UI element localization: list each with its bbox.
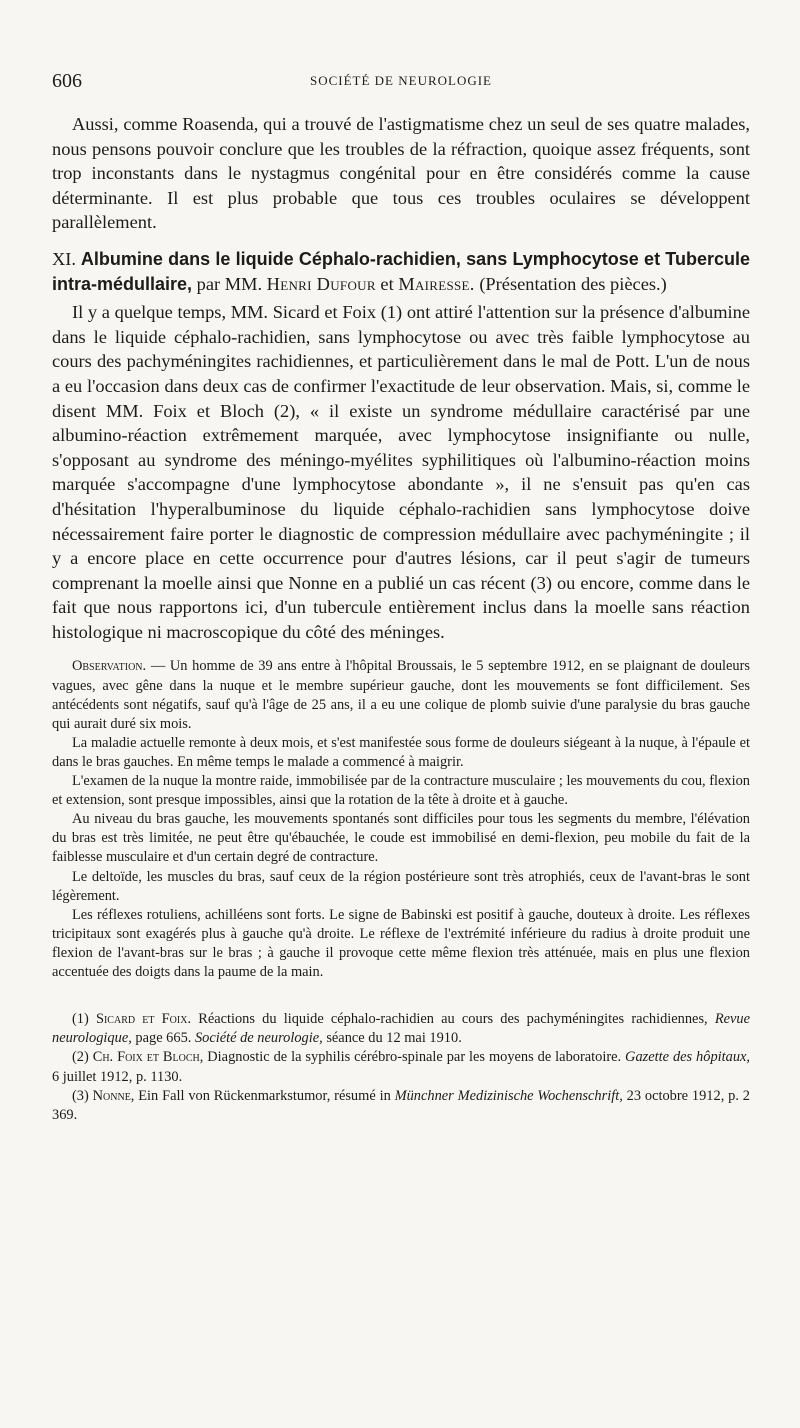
footnote-2-mark: (2) (72, 1049, 89, 1066)
footnotes (52, 1010, 750, 1125)
footnote-2-date: 6 juillet 1912, p. 1130. (52, 1068, 183, 1085)
observation-paragraph-6: Les réflexes rotuliens, achilléens sont forts. Le signe de Babinski est positif à gauche, douteux à droite. Les réflexes tricipitaux sont exagérés plus à gauche qu'à droite. Le réflexe de l'extrémité inférieure du radius à droite produit une flexion de l'avant-bras sur le bras ; à gauche il provoque cette même flexion très atténuée, mais en plus une flexion accentuée des doigts dans la paume de la main. (52, 906, 750, 980)
section-by: par MM. (196, 273, 263, 294)
article-content (52, 112, 750, 1125)
footnote-3-date: 23 octobre 1912, p. 2 369. (52, 1087, 750, 1124)
journal-title: SOCIÉTÉ DE NEUROLOGIE (309, 73, 493, 88)
footnote-1-journal: Revue neurologique, (52, 1011, 750, 1047)
section-heading (52, 247, 750, 296)
footnote-1-date: séance du 12 mai 1910. (322, 1030, 462, 1047)
section-number: XI. (52, 248, 77, 269)
footnote-1-page: page 665. (131, 1030, 195, 1047)
observation-paragraph-2: La maladie actuelle remonte à deux mois, et s'est manifestée sous forme de douleurs siégeant à la nuque, à l'épaule et dans le bras gauches. En même temps le malade a commencé à maigrir. (52, 734, 750, 770)
footnote-1-text: Réactions du liquide céphalo-rachidien au cours des pachyméningites rachidiennes, (191, 1011, 715, 1028)
observation-text-1: — Un homme de 39 ans entre à l'hôpital Broussais, le 5 septembre 1912, en se plaignant de douleurs vagues, avec gêne dans la nuque et le membre supérieur gauche, dont les mouvements se font difficilement. Ses antécédents sont négatifs, sauf qu'à l'âge de 25 ans, il a eu une colique de plomb suivie d'une paralysie du bras gauche qui aurait duré six mois. (52, 658, 750, 732)
footnote-3-journal: Münchner Medizinische Wochenschrift, (394, 1087, 623, 1104)
section-note: (Présentation des pièces.) (479, 273, 667, 294)
observation-paragraph-1 (52, 657, 750, 733)
footnote-3-mark: (3) (72, 1087, 89, 1104)
footnote-1 (52, 1010, 750, 1048)
footnote-2-authors: Ch. Foix et Bloch, (92, 1049, 204, 1066)
footnote-3-text: Ein Fall von Rückenmarkstumor, résumé in (134, 1087, 395, 1104)
footnote-3-authors: Nonne, (92, 1087, 135, 1104)
footnote-1-authors: Sicard et Foix. (95, 1011, 192, 1028)
intro-paragraph: Aussi, comme Roasenda, qui a trouvé de l'astigmatisme chez un seul de ses quatre malades, nous pensons pouvoir conclure que les troubles de la réfraction, quoique assez fréquents, sont trop inconstants dans le nystagmus congénital pour en être considérés comme la cause déterminante. Il est plus probable que tous ces troubles oculaires se développent parallèlement. (52, 114, 750, 233)
author-1: Henri Dufour (266, 273, 376, 294)
observation-paragraph-5: Le deltoïde, les muscles du bras, sauf ceux de la région postérieure sont très atrophiés, ceux de l'avant-bras le sont légèrement. (52, 868, 750, 904)
author-conj: et (380, 273, 394, 294)
section-title: Albumine dans le liquide Céphalo-rachidien, sans Lymphocytose et Tubercule intra-médullaire, (52, 248, 750, 294)
page-number: 606 (52, 70, 82, 92)
footnote-2-journal: Gazette des hôpitaux, (625, 1049, 751, 1066)
footnote-3 (52, 1087, 750, 1125)
observation-label: Observation. (72, 658, 147, 675)
footnote-2-text: Diagnostic de la syphilis cérébro-spinale par les moyens de laboratoire. (203, 1049, 626, 1066)
observation-block (52, 657, 750, 982)
section-body: Il y a quelque temps, MM. Sicard et Foix (1) ont attiré l'attention sur la présence d'albumine dans le liquide céphalo-rachidien, sans lymphocytose ou avec très faible lymphocytose au cours des pachyméningites rachidiennes, et particulièrement dans le mal de Pott. L'un de nous a eu l'occasion dans deux cas de confirmer l'exactitude de leur observation. Mais, si, comme le disent MM. Foix et Bloch (2), « il existe un syndrome médullaire caractérisé par une albumino-réaction extrêmement marquée, avec lymphocytose insignifiante ou nulle, s'opposant au syndrome des méningo-myélites syphilitiques où l'albumino-réaction moins marquée s'accompagne d'une lymphocytose abondante », il ne s'ensuit pas qu'en cas d'hésitation l'hyperalbuminose du liquide céphalo-rachidien sans lymphocytose doive nécessairement faire porter le diagnostic de compression médullaire avec pachyméningite ; il y a encore place en cette occurrence pour d'autres lésions, car il peut s'agir de tumeurs comprenant la moelle ainsi que Nonne en a publié un cas récent (3) ou encore, comme dans le fait que nous rapportons ici, d'un tubercule entièrement inclus dans la moelle sans réaction histologique ni macroscopique du côté des méninges. (52, 302, 750, 642)
observation-paragraph-3: L'examen de la nuque la montre raide, immobilisée par de la contracture musculaire ; les mouvements du cou, flexion et extension, sont presque impossibles, ainsi que la rotation de la tête à droite et à gauche. (52, 773, 750, 809)
footnote-1-mark: (1) (72, 1011, 89, 1028)
running-head (52, 70, 750, 94)
author-2: Mairesse. (398, 273, 475, 294)
footnote-1-society: Société de neurologie, (194, 1030, 323, 1047)
observation-paragraph-4: Au niveau du bras gauche, les mouvements spontanés sont difficiles pour tous les segments du membre, l'élévation du bras est très limitée, ne peut être qu'ébauchée, le coude est immobilisé en demi-flexion, peu mobile du fait de la faiblesse musculaire et d'un certain degré de contracture. (52, 811, 750, 866)
footnote-2 (52, 1048, 750, 1086)
